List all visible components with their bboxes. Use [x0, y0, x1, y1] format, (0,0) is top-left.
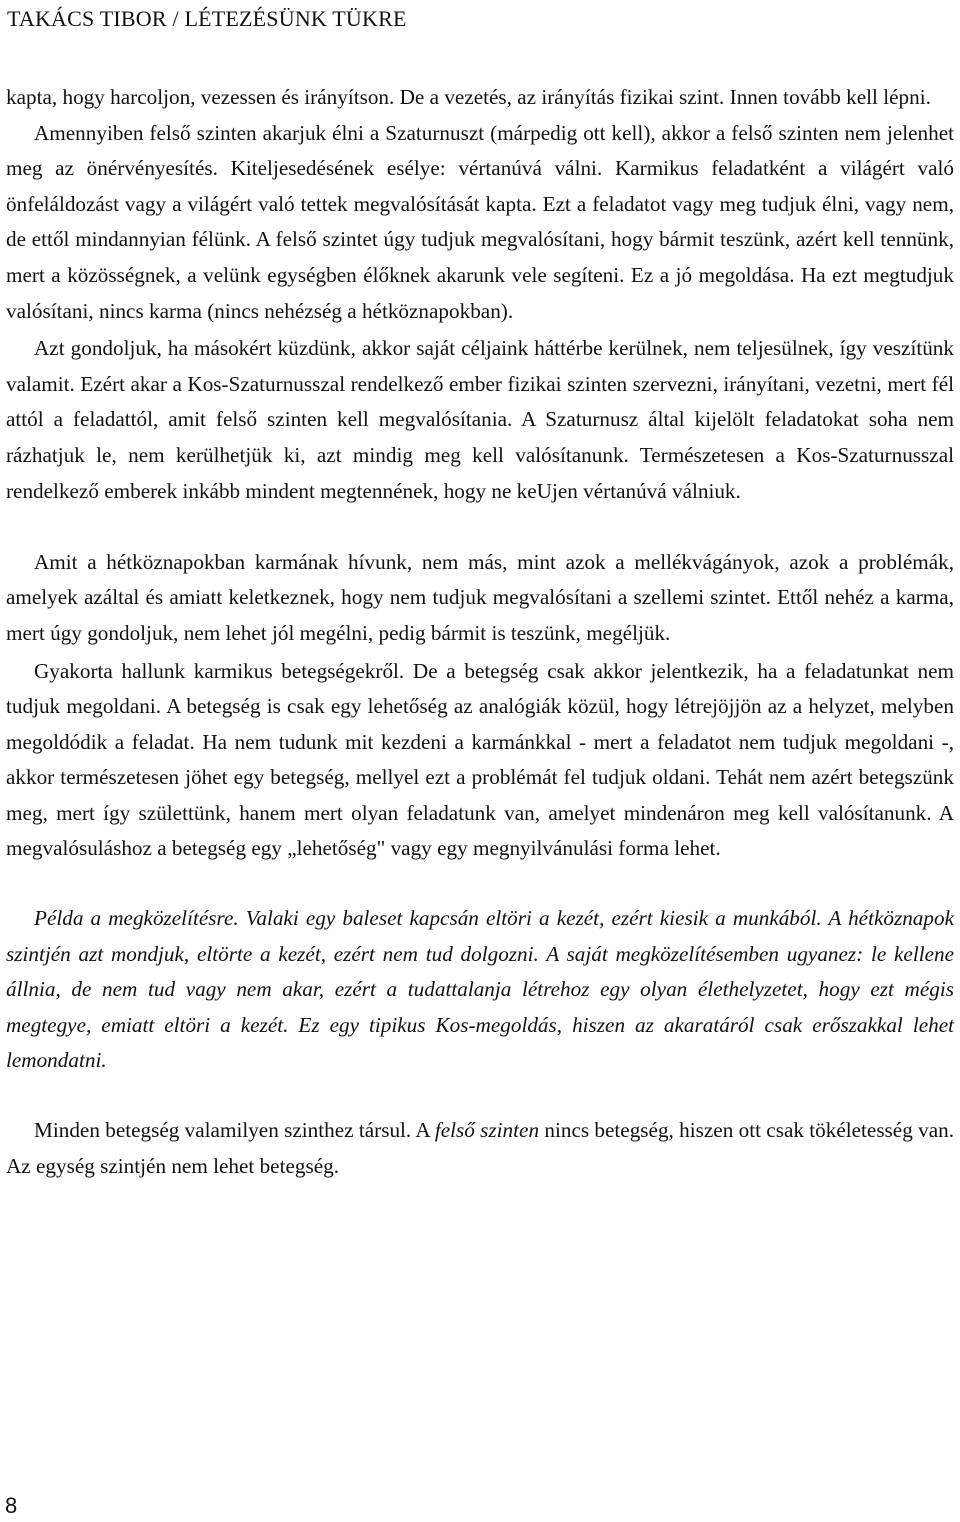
text-run: nincs betegség, hiszen ott csak tökéletesség van. Az egység szintjén nem lehet betegség. — [6, 1118, 955, 1178]
paragraph: Amennyiben felső szinten akarjuk élni a Szaturnuszt (márpedig ott kell), akkor a felső szinten nem jelenhet meg az önérvényesítés. Kiteljesedésének esélye: vértanúvá válni. Karmikus feladatként a világért való önfeláldozást vagy a világért való tettek megvalósítását kapta. Ezt a feladatot vagy meg tudjuk élni, vagy nem, de ettől mindannyian félünk. A felső szintet úgy tudjuk megvalósítani, hogy bármit teszünk, azért kell tennünk, mert a közösségnek, a velünk egységben élőknek akarunk vele segíteni. Ez a jó megoldása. Ha ezt megtudjuk valósítani, nincs karma (nincs nehézség a hétköznapokban). — [6, 120, 954, 323]
running-head: TAKÁCS TIBOR / LÉTEZÉSÜNK TÜKRE — [7, 6, 407, 31]
paragraph: Azt gondoljuk, ha másokért küzdünk, akkor saját céljaink háttérbe kerülnek, nem teljesülnek, így veszítünk valamit. Ezért akar a Kos-Szaturnusszal rendelkező ember fizikai szinten szervezni, irányítani, vezetni, mert fél attól a feladattól, amit felső szinten kell megvalósítania. A Szaturnusz által kijelölt feladatokat soha nem rázhatjuk le, nem kerülhetjük ki, azt mindig meg kell valósítanunk. Természetesen a Kos-Szaturnusszal rendelkező emberek inkább mindent megtennének, hogy ne keUjen vértanúvá válniuk. — [6, 336, 954, 503]
paragraph: Gyakorta hallunk karmikus betegségekről. De a betegség csak akkor jelentkezik, ha a feladatunkat nem tudjuk megoldani. A betegség is csak egy lehetőség az analógiák közül, hogy létrejöjjön az a helyzet, melyben megoldódik a feladat. Ha nem tudunk mit kezdeni a karmánkkal - mert a feladatot nem tudjuk megoldani -, akkor természetesen jöhet egy betegség, mellyel ezt a problémát fel tudjuk oldani. Tehát nem azért betegszünk meg, mert így születtünk, hanem mert olyan feladatunk van, amelyet mindenáron meg kell valósítanunk. A megvalósuláshoz a betegség egy „lehetőség" vagy egy megnyilvánulási forma lehet. — [6, 658, 954, 861]
paragraph — [6, 1113, 954, 1184]
page-number: 8 — [5, 1493, 18, 1518]
paragraph-continuation: kapta, hogy harcoljon, vezessen és irányítson. De a vezetés, az irányítás fizikai szint. Innen tovább kell lépni. — [6, 85, 931, 109]
emphasis: felső szinten — [434, 1118, 540, 1143]
example-paragraph: Példa a megközelítésre. Valaki egy baleset kapcsán eltöri a kezét, ezért kiesik a munkából. A hétköznapok szintjén azt mondjuk, eltörte a kezét, ezért nem tud dolgozni. A saját megközelítésemben ugyanez: le kellene állnia, de nem tud vagy nem akar, ezért a tudattalanja létrehoz egy olyan élethelyzetet, hogy ezt mégis megtegye, emiatt eltöri a kezét. Ez egy tipikus Kos-megoldás, hiszen az akaratáról csak erőszakkal lehet lemondatni. — [6, 906, 954, 1073]
paragraph: Amit a hétköznapokban karmának hívunk, nem más, mint azok a mellékvágányok, azok a problémák, amelyek azáltal és amiatt keletkeznek, hogy nem tudjuk megvalósítani a szellemi szintet. Ettől nehéz a karma, mert úgy gondoljuk, nem lehet jól megélni, pedig bármit is teszünk, megéljük. — [6, 549, 954, 645]
text-run: Minden betegség valamilyen szinthez társul. A — [34, 1118, 430, 1143]
body-text — [6, 80, 954, 1184]
